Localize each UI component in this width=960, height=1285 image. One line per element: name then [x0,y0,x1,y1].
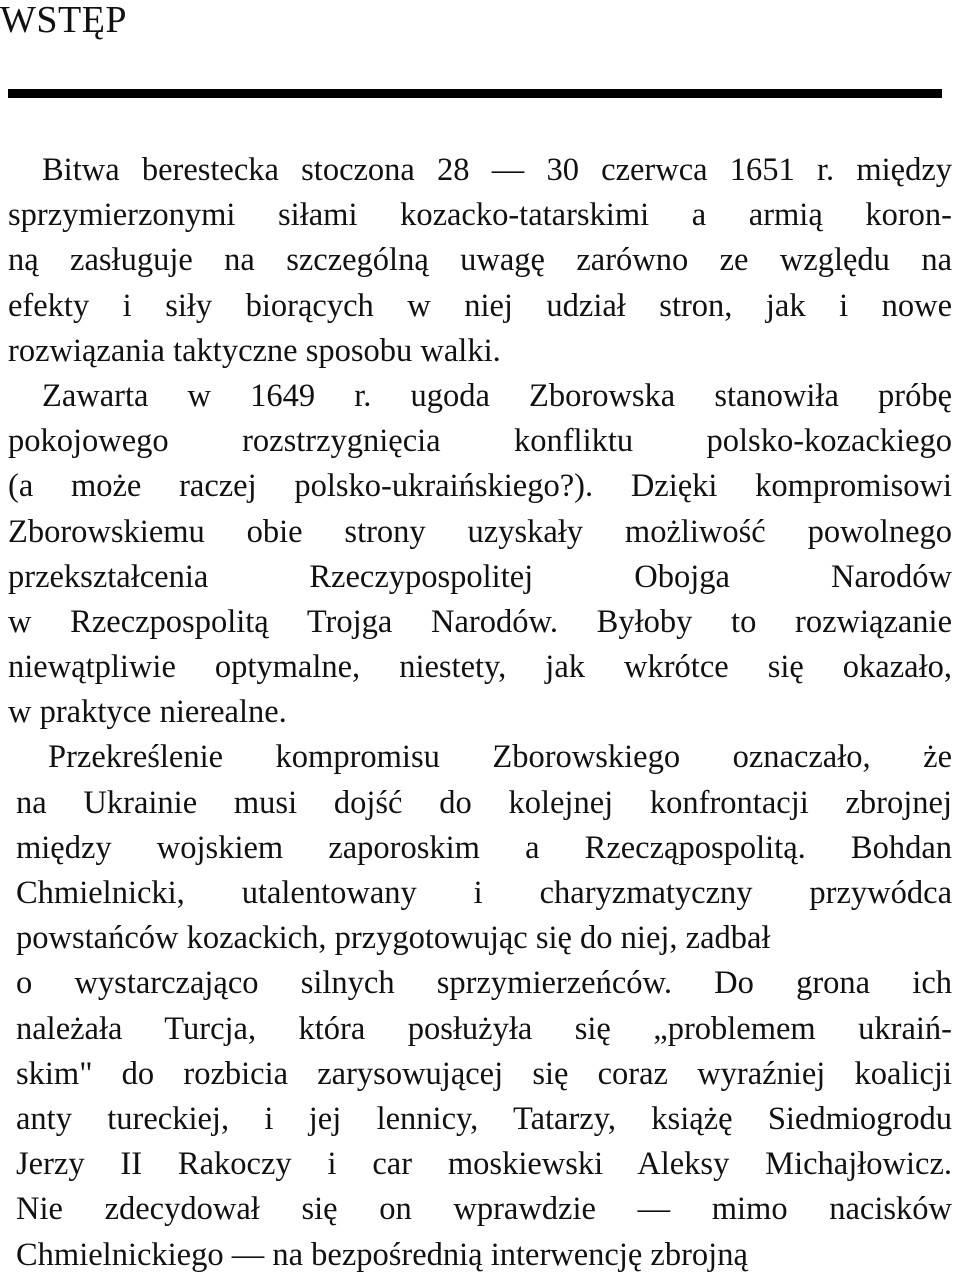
heading-rule [8,89,942,98]
text-line: rozwiązania taktyczne sposobu walki. [8,332,501,369]
text-line: efekty i siły biorących w niej udział stron, jak i nowe [8,287,952,324]
text-line: między wojskiem zaporoskim a Rzecząpospolitą. Bohdan [16,829,952,866]
text-line: powstańców kozackich, przygotowując się do niej, zadbał [16,920,771,957]
body-text [8,148,952,1278]
text-line: Nie zdecydował się on wprawdzie — mimo nacisków [16,1191,952,1228]
text-line: Chmielnicki, utalentowany i charyzmatyczny przywódca [16,875,952,911]
text-line: anty tureckiej, i jej lennicy, Tatarzy, książę Siedmiogrodu [16,1100,952,1137]
text-line: Jerzy II Rakoczy i car moskiewski Aleksy Michajłowicz. [16,1146,952,1183]
text-line: pokojowego rozstrzygnięcia konfliktu polsko-kozackiego [8,423,952,460]
text-line: (a może raczej polsko-ukraińskiego?). Dzięki kompromisowi [8,468,952,505]
text-line: sprzymierzonymi siłami kozacko-tatarskimi a armią koron- [8,197,952,234]
text-line: skim" do rozbicia zarysowującej się coraz wyraźniej koalicji [16,1055,952,1092]
text-line: Chmielnickiego — na bezpośrednią interwencję zbrojną [16,1236,748,1273]
text-line: w praktyce nierealne. [8,694,287,731]
text-line: Bitwa berestecka stoczona 28 — 30 czerwca 1651 r. między [42,152,952,188]
text-line: należała Turcja, która posłużyła się „problemem ukraiń- [16,1010,952,1047]
text-line: w Rzeczpospolitą Trojga Narodów. Byłoby to rozwiązanie [8,603,952,640]
text-line: przekształcenia Rzeczypospolitej Obojga Narodów [8,558,952,595]
text-line: o wystarczająco silnych sprzymierzeńców. Do grona ich [16,965,952,1002]
text-line: na Ukrainie musi dojść do kolejnej konfrontacji zbrojnej [16,784,952,821]
text-line: ną zasługuje na szczególną uwagę zarówno ze względu na [8,242,952,279]
text-line: niewątpliwie optymalne, niestety, jak wkrótce się okazało, [8,649,952,686]
text-line: Zawarta w 1649 r. ugoda Zborowska stanowiła próbę [42,377,952,414]
page-title: WSTĘP [0,0,128,41]
text-line: Zborowskiemu obie strony uzyskały możliwość powolnego [8,513,952,550]
text-line: Przekreślenie kompromisu Zborowskiego oznaczało, że [48,739,952,776]
